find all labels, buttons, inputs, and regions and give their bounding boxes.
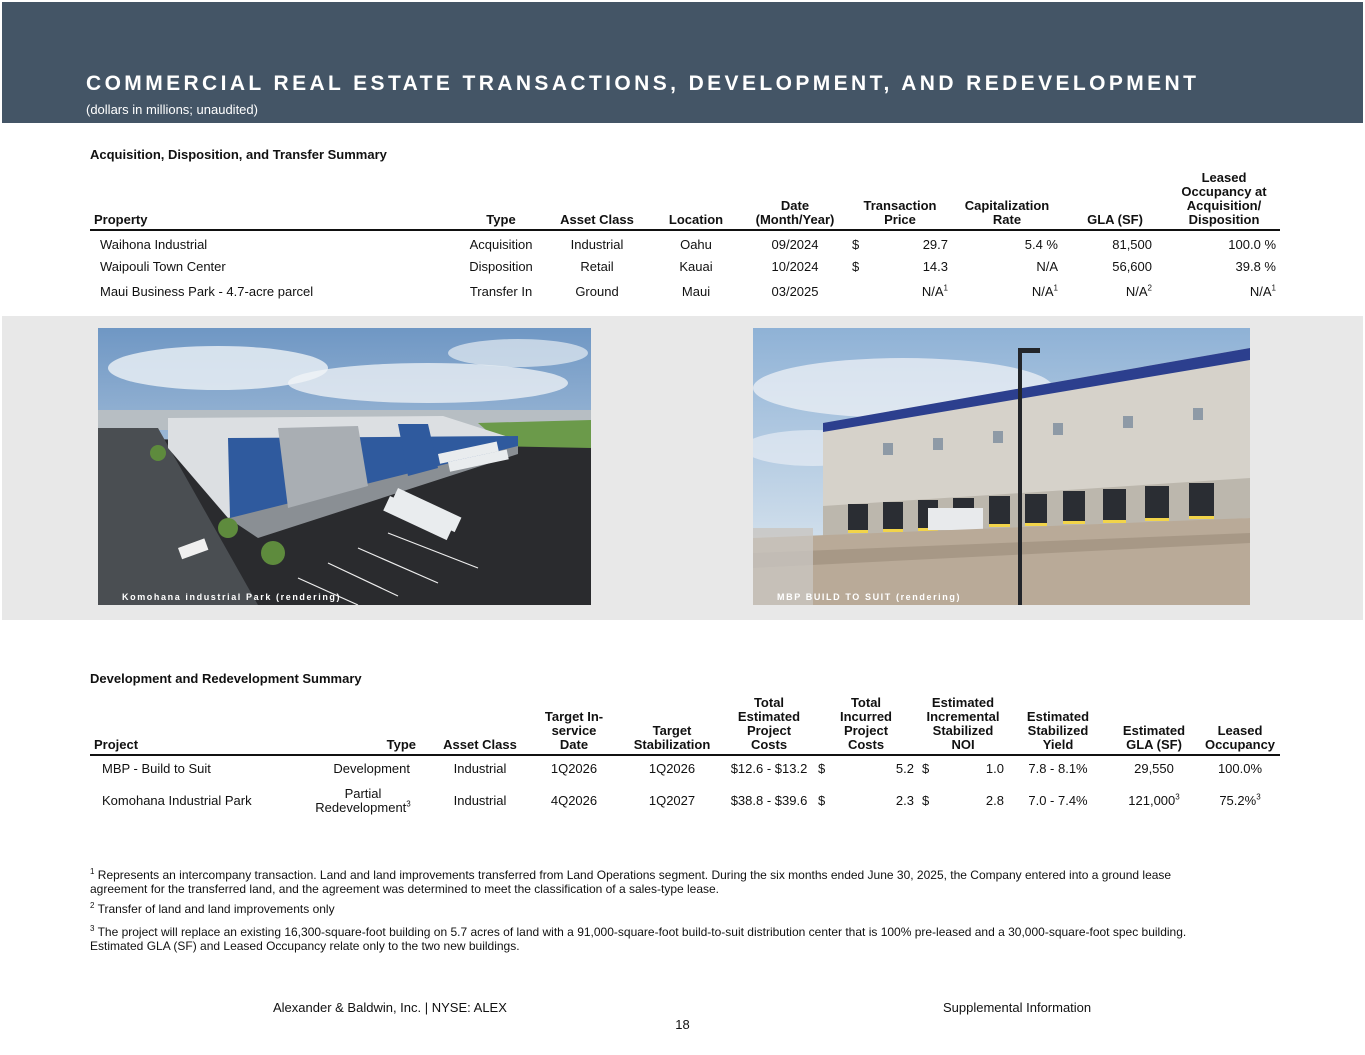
cell-type: Partial Redevelopment$^3$ <box>315 786 411 815</box>
table-row <box>90 279 1280 304</box>
cell-est-costs: $12.6 - $13.2 <box>730 761 808 776</box>
col-project: Project <box>90 696 270 755</box>
cell-price: 29.7 <box>922 236 948 252</box>
acquisition-table <box>90 171 1280 304</box>
cell-date: 03/2025 <box>771 283 819 299</box>
cell-date: 09/2024 <box>771 236 819 252</box>
table-row <box>90 255 1280 280</box>
cell-property: Maui Business Park - 4.7-acre parcel <box>100 283 314 299</box>
cell-property: Waipouli Town Center <box>100 259 226 275</box>
cell-gla: $N/A^2$ <box>1125 283 1152 299</box>
cell-noi-currency: $ <box>922 761 930 776</box>
page-title: COMMERCIAL REAL ESTATE TRANSACTIONS, DEVELOPMENT, AND REDEVELOPMENT <box>86 72 1200 95</box>
footer-company: Alexander & Baldwin, Inc. | NYSE: ALEX <box>273 1000 507 1015</box>
cell-noi-currency: $ <box>922 793 930 808</box>
footnote-1: $^1$ Represents an intercompany transaction. Land and land improvements transferred from Land Operations segment. During the six months ended June 30, 2025, the Company entered into a ground lease agreement for the transferred land, and the agreement was determined to meet the classification of a sales-type lease. <box>90 867 1172 896</box>
cell-type: Development <box>333 761 410 776</box>
col-estimated-noi: Estimated Incremental Stabilized NOI <box>918 696 1008 755</box>
col-asset-class: Asset Class <box>432 696 528 755</box>
col-estimated-gla: Estimated GLA (SF) <box>1108 696 1200 755</box>
cell-stabilization: 1Q2026 <box>648 761 696 776</box>
cell-type: Acquisition <box>469 236 533 252</box>
mbp-build-to-suit-rendering-image <box>753 328 1250 605</box>
cell-occupancy: 75.2%$^3$ <box>1219 792 1261 808</box>
page-header <box>2 2 1363 123</box>
cell-gla: 121,000$^3$ <box>1128 792 1180 808</box>
cell-location: Maui <box>681 283 711 299</box>
table-row <box>90 755 1280 782</box>
cell-project: Komohana Industrial Park <box>102 793 252 808</box>
cell-noi: 2.8 <box>985 793 1004 808</box>
cell-yield: 7.0 - 7.4% <box>1028 793 1088 808</box>
cell-inservice: 1Q2026 <box>550 761 598 776</box>
acquisition-section-title: Acquisition, Disposition, and Transfer Summary <box>90 147 387 162</box>
cell-occupancy: 39.8 % <box>1235 259 1276 275</box>
cell-occupancy: 100.0% <box>1217 761 1263 776</box>
cell-gla: 56,600 <box>1112 259 1152 275</box>
cell-yield: 7.8 - 8.1% <box>1028 761 1088 776</box>
table-row <box>90 230 1280 255</box>
cell-noi: 1.0 <box>985 761 1004 776</box>
cell-location: Kauai <box>679 259 713 275</box>
development-header-row <box>90 696 1280 755</box>
cell-asset-class: Industrial <box>453 761 507 776</box>
cell-asset-class: Industrial <box>453 793 507 808</box>
cell-type: Transfer In <box>469 283 533 299</box>
cell-occupancy: 100.0 % <box>1228 236 1276 252</box>
col-property: Property <box>90 171 458 230</box>
cell-asset-class: Retail <box>580 259 614 275</box>
cell-inc-currency: $ <box>818 793 826 808</box>
col-cap-rate: Capitalization Rate <box>952 171 1062 230</box>
cell-gla: 81,500 <box>1112 236 1152 252</box>
cell-price: $N/A^1$ <box>921 283 948 299</box>
cell-inc-costs: 2.3 <box>895 793 914 808</box>
col-leased-occupancy: Leased Occupancy <box>1200 696 1280 755</box>
mbp-image-caption: MBP BUILD TO SUIT (rendering) <box>777 592 962 602</box>
col-target-inservice: Target In- service Date <box>528 696 620 755</box>
col-estimated-yield: Estimated Stabilized Yield <box>1008 696 1108 755</box>
cell-location: Oahu <box>680 236 712 252</box>
cell-type: Disposition <box>469 259 533 275</box>
rendering-gallery <box>2 316 1363 620</box>
col-total-estimated-costs: Total Estimated Project Costs <box>724 696 814 755</box>
col-date: Date (Month/Year) <box>742 171 848 230</box>
komohana-rendering-image <box>98 328 591 605</box>
page-subtitle: (dollars in millions; unaudited) <box>86 102 258 117</box>
cell-date: 10/2024 <box>771 259 819 275</box>
cell-inc-costs: 5.2 <box>895 761 914 776</box>
footnote-2: $^2$ Transfer of land and land improvements only <box>90 901 335 916</box>
cell-cap-rate: 5.4 % <box>1024 236 1058 252</box>
cell-asset-class: Industrial <box>570 236 624 252</box>
col-asset-class: Asset Class <box>544 171 650 230</box>
cell-inservice: 4Q2026 <box>550 793 598 808</box>
col-type: Type <box>458 171 544 230</box>
cell-est-costs: $38.8 - $39.6 <box>730 793 808 808</box>
col-leased-occupancy: Leased Occupancy at Acquisition/ Disposition <box>1168 171 1280 230</box>
development-section-title: Development and Redevelopment Summary <box>90 671 362 686</box>
col-transaction-price: Transaction Price <box>848 171 952 230</box>
cell-price: 14.3 <box>922 259 948 275</box>
footnote-3: $^3$ The project will replace an existing 16,300-square-foot building on 5.7 acres of land with a 91,000-square-foot build-to-suit distribution center that is 100% pre-leased and a 30,000-square-foot spec building. Estimated GLA (SF) and Leased Occupancy relate only to the two new buildings. <box>90 924 1187 953</box>
table-row <box>90 782 1280 820</box>
development-table <box>90 696 1280 820</box>
komohana-image-caption: Komohana industrial Park (rendering) <box>122 592 342 602</box>
acquisition-header-row <box>90 171 1280 230</box>
col-gla: GLA (SF) <box>1062 171 1168 230</box>
cell-project: MBP - Build to Suit <box>102 761 211 776</box>
cell-price-currency: $ <box>852 236 860 252</box>
cell-stabilization: 1Q2027 <box>648 793 696 808</box>
cell-cap-rate: N/A <box>1036 259 1058 275</box>
col-type: Type <box>270 696 432 755</box>
cell-occupancy: $N/A^1$ <box>1249 283 1276 299</box>
cell-cap-rate: $N/A^1$ <box>1031 283 1058 299</box>
page-number: 18 <box>675 1017 690 1032</box>
cell-price-currency: $ <box>852 259 860 275</box>
cell-gla: 29,550 <box>1134 761 1174 776</box>
footer-label: Supplemental Information <box>943 1000 1092 1015</box>
cell-price-currency <box>848 279 874 304</box>
col-location: Location <box>650 171 742 230</box>
cell-inc-currency: $ <box>818 761 826 776</box>
col-target-stabilization: Target Stabilization <box>620 696 724 755</box>
cell-property: Waihona Industrial <box>100 236 208 252</box>
cell-asset-class: Ground <box>575 283 619 299</box>
col-total-incurred-costs: Total Incurred Project Costs <box>814 696 918 755</box>
